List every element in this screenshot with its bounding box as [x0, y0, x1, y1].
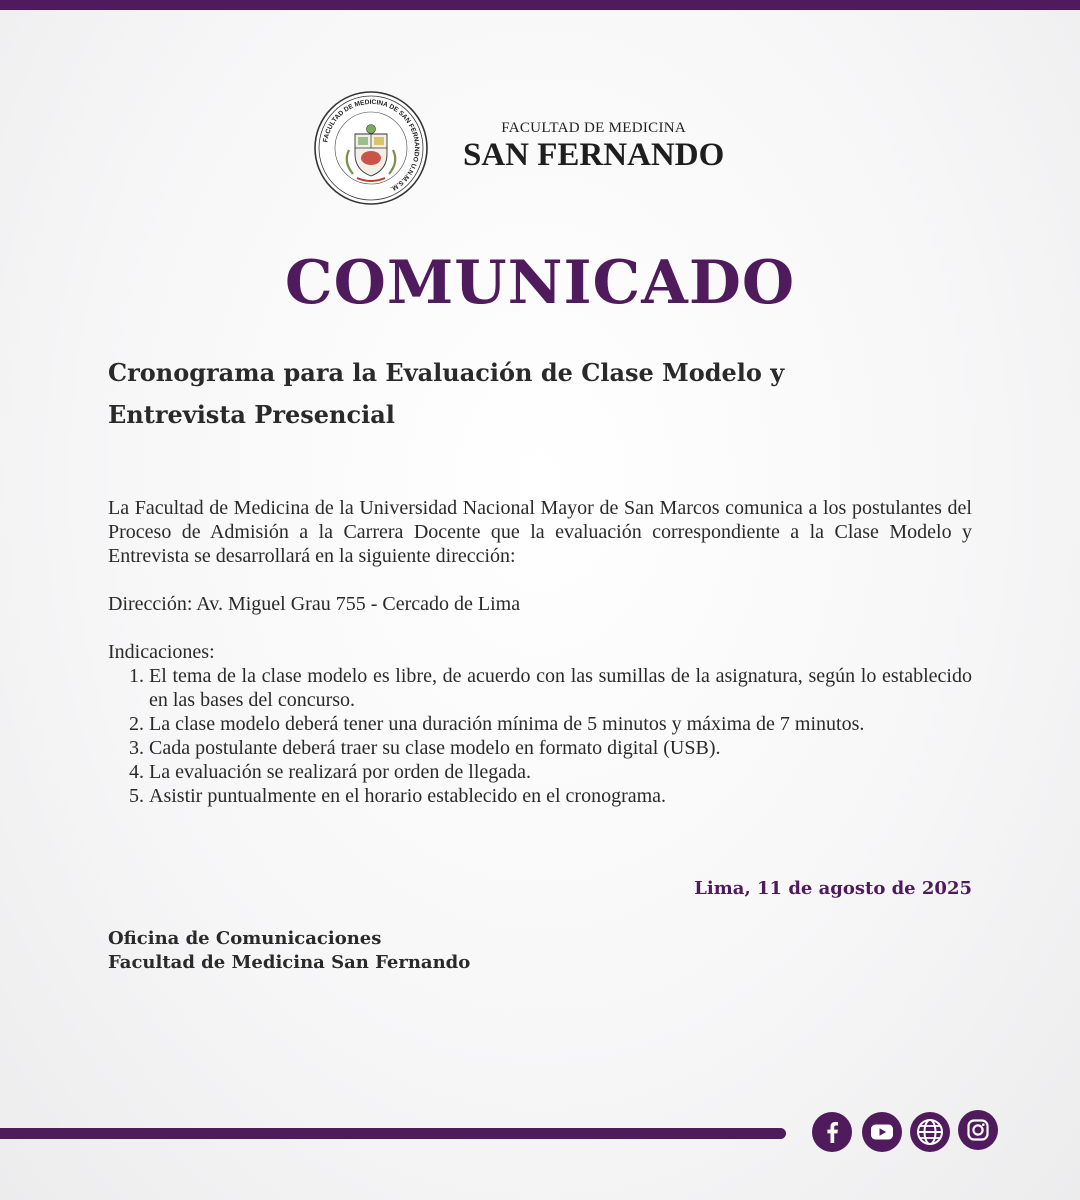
faculty-name-block: [463, 120, 724, 173]
list-item: [108, 712, 972, 736]
list-item: [108, 760, 972, 784]
list-item: [108, 736, 972, 760]
list-item-text: Asistir puntualmente en el horario establecido en el cronograma.: [149, 785, 667, 807]
youtube-link[interactable]: [862, 1112, 902, 1152]
document-date: Lima, 11 de agosto de 2025: [694, 878, 972, 899]
bottom-accent-bar: [0, 1128, 786, 1139]
globe-icon: [910, 1112, 950, 1152]
list-item-number: 4.: [129, 761, 144, 783]
top-accent-bar: [0, 0, 1080, 10]
list-item: [108, 784, 972, 808]
instagram-icon: [958, 1110, 998, 1150]
faculty-header: [313, 90, 743, 210]
svg-text:FACULTAD DE MEDICINA DE SAN FE: FACULTAD DE MEDICINA DE SAN FERNANDO U.N.M.S.M.: [322, 98, 421, 193]
website-link[interactable]: [910, 1112, 950, 1152]
signature-office: Oficina de Comunicaciones: [108, 928, 382, 949]
list-item-text: La clase modelo deberá tener una duración mínima de 5 minutos y máxima de 7 minutos.: [149, 713, 865, 735]
signature-faculty: Facultad de Medicina San Fernando: [108, 952, 471, 973]
list-item-number: 1.: [129, 665, 144, 687]
document-body: [108, 496, 972, 808]
intro-paragraph: La Facultad de Medicina de la Universidad Nacional Mayor de San Marcos comunica a los postulantes del Proceso de Admisión a la Carrera Docente que la evaluación correspondiente a la Clase Modelo y Entrevista se desarrollará en la siguiente dirección:: [108, 497, 972, 567]
list-item: [108, 664, 972, 712]
faculty-seal-logo: [313, 90, 429, 206]
indications-list: [108, 664, 972, 808]
list-item-number: 2.: [129, 713, 144, 735]
list-item-number: 5.: [129, 785, 144, 807]
social-links: [812, 1112, 1002, 1154]
facebook-link[interactable]: [812, 1112, 852, 1152]
list-item-text: El tema de la clase modelo es libre, de acuerdo con las sumillas de la asignatura, según lo establecido en las bases del concurso.: [149, 665, 972, 711]
youtube-icon: [862, 1112, 902, 1152]
list-item-text: Cada postulante deberá traer su clase modelo en formato digital (USB).: [149, 737, 721, 759]
facebook-icon: [812, 1112, 852, 1152]
address-line: Dirección: Av. Miguel Grau 755 - Cercado de Lima: [108, 593, 521, 615]
indications-label: Indicaciones:: [108, 641, 215, 663]
page-title: COMUNICADO: [284, 248, 796, 318]
list-item-number: 3.: [129, 737, 144, 759]
signature-block: [108, 927, 470, 975]
document-subtitle: Cronograma para la Evaluación de Clase Modelo y Entrevista Presencial: [108, 358, 785, 429]
list-item-text: La evaluación se realizará por orden de llegada.: [149, 761, 532, 783]
faculty-subtitle: FACULTAD DE MEDICINA: [501, 120, 687, 136]
faculty-name: SAN FERNANDO: [463, 137, 725, 173]
instagram-link[interactable]: [958, 1110, 998, 1150]
